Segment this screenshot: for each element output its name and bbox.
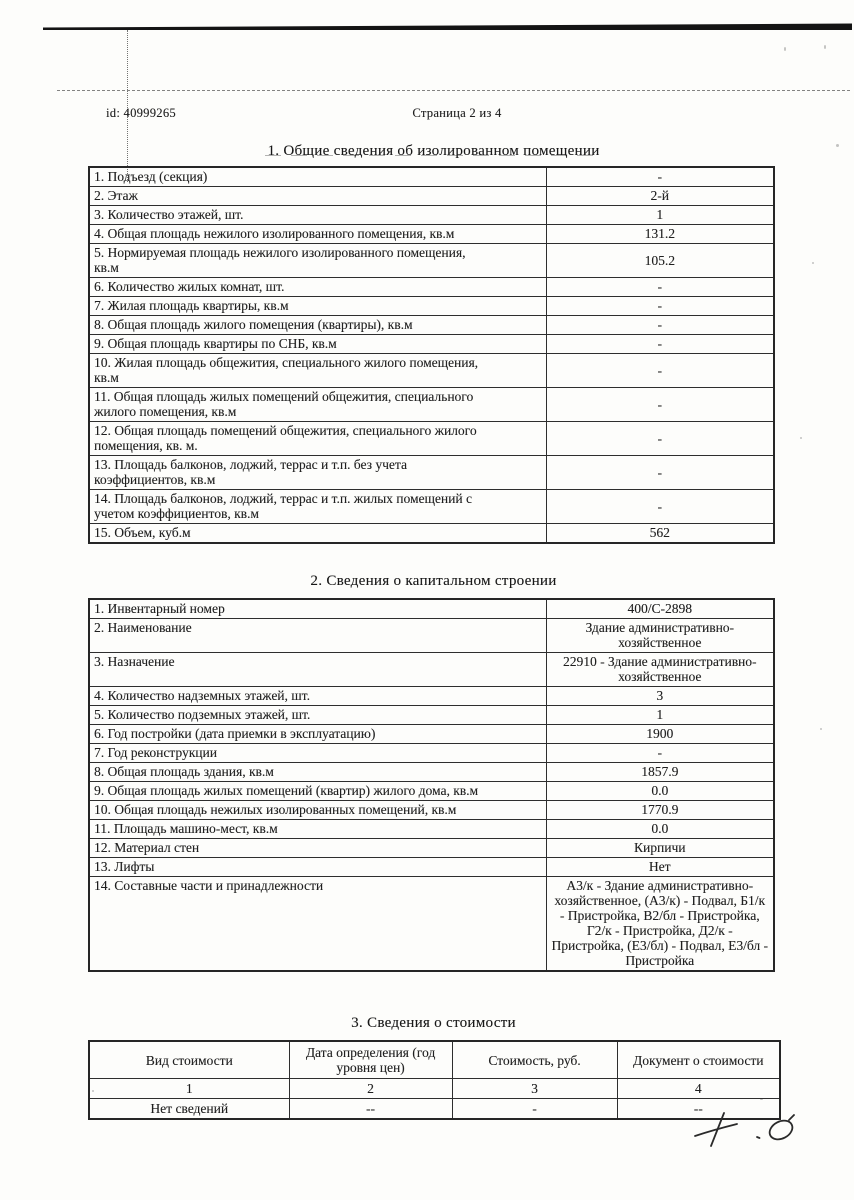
table-cell: -	[546, 744, 774, 763]
table-row	[89, 858, 774, 877]
table-row	[89, 167, 774, 187]
table-cell: 400/С-2898	[546, 599, 774, 619]
document-body	[88, 142, 779, 1120]
table-cell: -	[546, 297, 774, 316]
table-cell: 2. Этаж	[89, 187, 546, 206]
table-row	[89, 653, 774, 687]
table-cell: 15. Объем, куб.м	[89, 524, 546, 544]
table-row	[89, 297, 774, 316]
column-header: Документ о стоимости	[617, 1041, 780, 1079]
table-cell: -	[546, 490, 774, 524]
table-row	[89, 206, 774, 225]
column-number: 1	[89, 1079, 289, 1099]
section2-title-text: 2. Сведения о капитальном строении	[310, 573, 557, 589]
scan-speck	[800, 437, 802, 439]
table-row	[89, 187, 774, 206]
table-cell: 6. Год постройки (дата приемки в эксплуатацию)	[89, 725, 546, 744]
table-cell: Кирпичи	[546, 839, 774, 858]
column-header: Стоимость, руб.	[452, 1041, 617, 1079]
table-cell: 13. Лифты	[89, 858, 546, 877]
table-cell: 11. Общая площадь жилых помещений общежития, специального жилого помещения, кв.м	[89, 388, 546, 422]
table-cell: 6. Количество жилых комнат, шт.	[89, 278, 546, 297]
table-cell: 14. Площадь балконов, лоджий, террас и т.п. жилых помещений с учетом коэффициентов, кв.м	[89, 490, 546, 524]
table-row	[89, 388, 774, 422]
table-cell: -	[546, 354, 774, 388]
table-cell: 0.0	[546, 820, 774, 839]
handwritten-marks	[685, 1106, 815, 1156]
table-row	[89, 801, 774, 820]
table-cell: 22910 - Здание административно-хозяйственное	[546, 653, 774, 687]
table-cell: -	[546, 316, 774, 335]
table-row	[89, 744, 774, 763]
column-header: Дата определения (год уровня цен)	[289, 1041, 452, 1079]
table-cell: 1. Инвентарный номер	[89, 599, 546, 619]
table-cell: 9. Общая площадь жилых помещений (квартир) жилого дома, кв.м	[89, 782, 546, 801]
scan-speck	[824, 45, 826, 49]
table-row	[89, 619, 774, 653]
table-cell: 7. Год реконструкции	[89, 744, 546, 763]
table-row	[89, 706, 774, 725]
table-cell: 5. Количество подземных этажей, шт.	[89, 706, 546, 725]
table-row	[89, 422, 774, 456]
table-cost-info	[88, 1040, 781, 1120]
column-number: 4	[617, 1079, 780, 1099]
table-cell: 1	[546, 206, 774, 225]
table-row	[89, 820, 774, 839]
section1-title	[88, 142, 779, 160]
table-cell: 1	[546, 706, 774, 725]
table-cell: 13. Площадь балконов, лоджий, террас и т.п. без учета коэффициентов, кв.м	[89, 456, 546, 490]
table-row	[89, 1099, 780, 1120]
table-row	[89, 225, 774, 244]
table-row	[89, 316, 774, 335]
table-cell: 3	[546, 687, 774, 706]
table-row	[89, 456, 774, 490]
table-cell: -	[546, 278, 774, 297]
table-cell: -	[452, 1099, 617, 1120]
table-cell: 12. Материал стен	[89, 839, 546, 858]
table-cell: 131.2	[546, 225, 774, 244]
table-cell: --	[617, 1099, 780, 1120]
table-cell: 3. Количество этажей, шт.	[89, 206, 546, 225]
table-cell: 4. Количество надземных этажей, шт.	[89, 687, 546, 706]
scan-speck	[836, 144, 839, 147]
table-header-row	[89, 1041, 780, 1079]
table-row	[89, 877, 774, 972]
table-cell: 12. Общая площадь помещений общежития, специального жилого помещения, кв. м.	[89, 422, 546, 456]
table-cell: -	[546, 422, 774, 456]
table-row	[89, 687, 774, 706]
table-capital-structure-info	[88, 598, 775, 972]
table-cell: 0.0	[546, 782, 774, 801]
table-cell: 7. Жилая площадь квартиры, кв.м	[89, 297, 546, 316]
scan-edge-line	[43, 23, 852, 33]
table-cell: 2-й	[546, 187, 774, 206]
table-cell: 3. Назначение	[89, 653, 546, 687]
table-cell: 4. Общая площадь нежилого изолированного помещения, кв.м	[89, 225, 546, 244]
table-cell: 14. Составные части и принадлежности	[89, 877, 546, 972]
table-row	[89, 490, 774, 524]
column-number: 2	[289, 1079, 452, 1099]
table-cell: 2. Наименование	[89, 619, 546, 653]
table-cell: Нет сведений	[89, 1099, 289, 1120]
table-cell: 1857.9	[546, 763, 774, 782]
page-indicator: Страница 2 из 4	[412, 106, 502, 120]
column-number-row	[89, 1079, 780, 1099]
table-cell: 5. Нормируемая площадь нежилого изолированного помещения, кв.м	[89, 244, 546, 278]
table-row	[89, 524, 774, 544]
table-cell: -	[546, 167, 774, 187]
scan-speck	[820, 728, 822, 730]
table-row	[89, 354, 774, 388]
section3-title-text: 3. Сведения о стоимости	[351, 1015, 516, 1031]
section2-title	[88, 572, 779, 590]
scan-speck	[812, 262, 814, 264]
table-row	[89, 278, 774, 297]
table-cell: 9. Общая площадь квартиры по СНБ, кв.м	[89, 335, 546, 354]
section1-title-text: 1. Общие сведения об изолированном помещении	[267, 143, 600, 159]
table-row	[89, 763, 774, 782]
document-id: id: 40999265	[106, 106, 176, 120]
table-cell: 1. Подъезд (секция)	[89, 167, 546, 187]
table-row	[89, 599, 774, 619]
table-row	[89, 244, 774, 278]
table-cell: 562	[546, 524, 774, 544]
column-number: 3	[452, 1079, 617, 1099]
table-cell: --	[289, 1099, 452, 1120]
table-cell: А3/к - Здание административно-хозяйственное, (А3/к) - Подвал, Б1/к - Пристройка, В2/бл - Пристройка, Г2/к - Пристройка, Д2/к - Пристройка, (Е3/бл) - Подвал, Е3/бл - Пристройка	[546, 877, 774, 972]
table-cell: 105.2	[546, 244, 774, 278]
table-cell: 11. Площадь машино-мест, кв.м	[89, 820, 546, 839]
table-cell: 1900	[546, 725, 774, 744]
column-header: Вид стоимости	[89, 1041, 289, 1079]
table-cell: -	[546, 388, 774, 422]
table-cell: 10. Общая площадь нежилых изолированных помещений, кв.м	[89, 801, 546, 820]
table-row	[89, 782, 774, 801]
table-isolated-premises-info	[88, 166, 775, 544]
table-row	[89, 839, 774, 858]
table-cell: 1770.9	[546, 801, 774, 820]
scan-speck	[784, 47, 786, 51]
table-cell: -	[546, 456, 774, 490]
table-cell: 10. Жилая площадь общежития, специального жилого помещения, кв.м	[89, 354, 546, 388]
table-cell: 8. Общая площадь здания, кв.м	[89, 763, 546, 782]
table-cell: -	[546, 335, 774, 354]
table-row	[89, 335, 774, 354]
table-cell: Нет	[546, 858, 774, 877]
scan-faint-rule	[57, 90, 850, 91]
section3-title	[88, 1014, 779, 1032]
table-cell: 8. Общая площадь жилого помещения (квартиры), кв.м	[89, 316, 546, 335]
table-row	[89, 725, 774, 744]
table-cell: Здание административно-хозяйственное	[546, 619, 774, 653]
